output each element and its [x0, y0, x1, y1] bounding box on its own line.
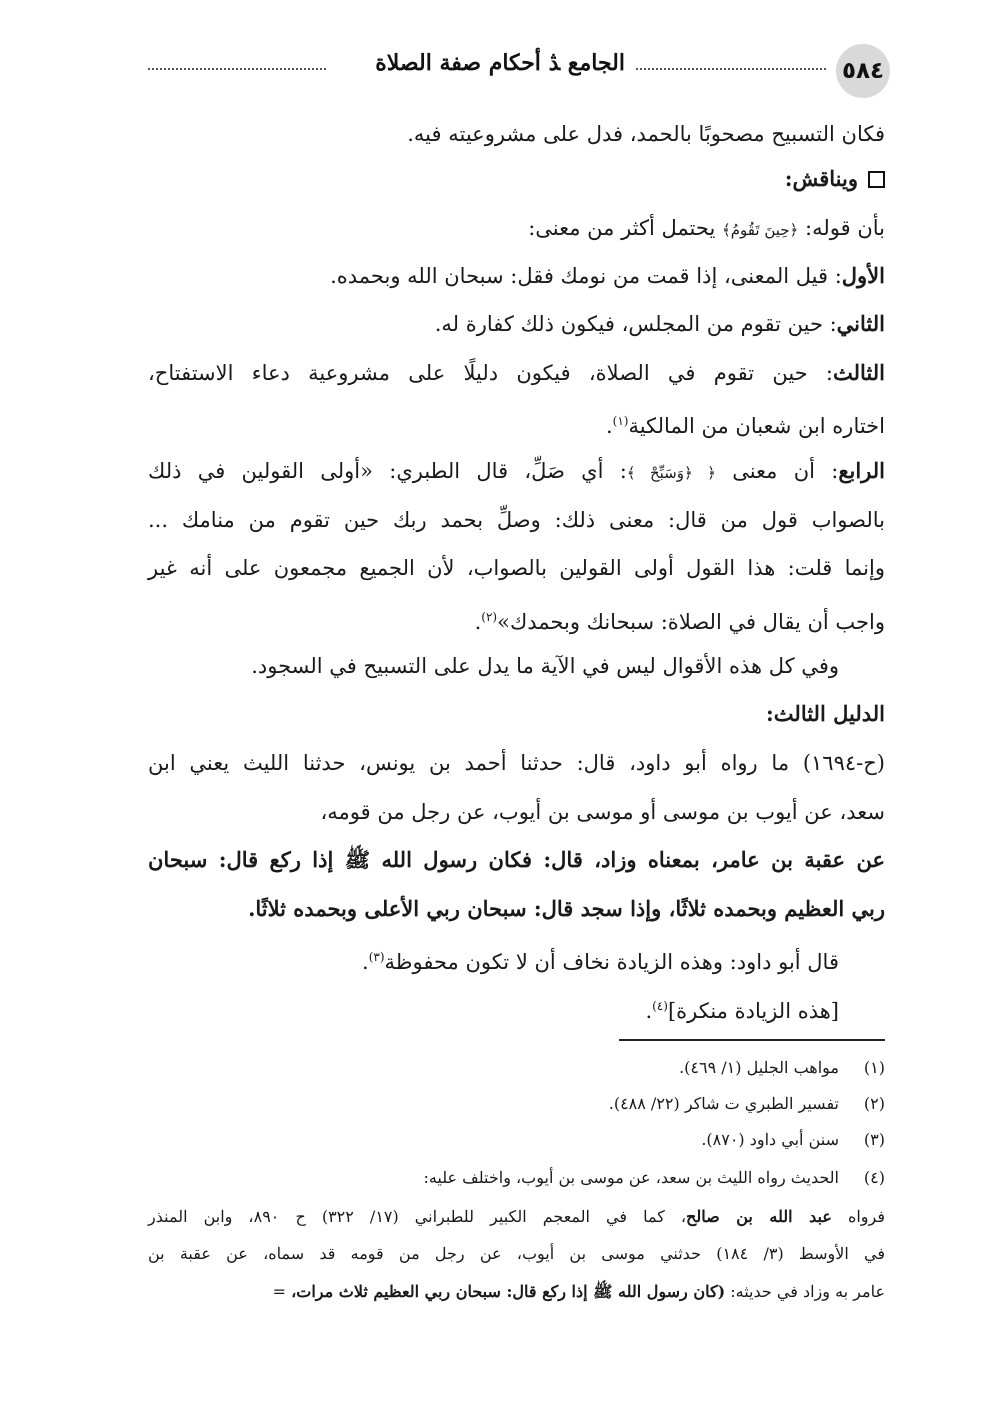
text-line: وإنما قلت: هذا القول أولى القولين بالصواب، لأن الجميع مجمعون على أنه غير [148, 556, 885, 580]
footnote-separator [619, 1039, 885, 1041]
footnote-1: (١)مواهب الجليل (١/ ٤٦٩). [679, 1058, 885, 1077]
text-line: بالصواب قول من قال: معنى ذلك: وصلِّ بحمد ربك حين تقوم من منامك ... [148, 508, 885, 532]
quran-quote: ﴿ ﴿وَسَبِّحْ ﴾ [626, 464, 716, 482]
section-heading: الدليل الثالث: [766, 701, 885, 726]
text-line: اختاره ابن شعبان من المالكية$^{(١)}$. [605, 414, 885, 438]
footnote-4-line: في الأوسط (٣/ ١٨٤) حدثني موسى بن أيوب، عن رجل من قومه قد سماه، عن عقبة بن [148, 1244, 885, 1263]
header-dotted-rule-right [636, 68, 826, 70]
footnote-ref: (٤) [652, 999, 668, 1013]
footnote-3: (٣)سنن أبي داود (٨٧٠). [701, 1130, 885, 1149]
running-title: الجامع ﮇ أحكام صفة الصلاة [375, 50, 625, 76]
page-header [148, 40, 890, 102]
text-line: واجب أن يقال في الصلاة: سبحانك وبحمدك»$^{(٢)}$. [474, 610, 885, 634]
text-line: الثالث: حين تقوم في الصلاة، فيكون دليلًا على مشروعية دعاء الاستفتاح، [148, 360, 885, 385]
section-heading: ويناقش: [785, 162, 885, 196]
footnote-ref: (٢) [481, 610, 498, 624]
footnote-4-line: فرواه عبد الله بن صالح، كما في المعجم الكبير للطبراني (١٧/ ٣٢٢) ح ٨٩٠، وابن المنذر [148, 1207, 886, 1226]
text-line: فكان التسبيح مصحوبًا بالحمد، فدل على مشروعيته فيه. [407, 122, 885, 146]
text-line: قال أبو داود: وهذه الزيادة نخاف أن لا تكون محفوظة$^{(٣)}$. [362, 950, 839, 974]
checkbox-square-icon [868, 171, 885, 188]
footnote-2: (٢)تفسير الطبري ت شاكر (٢٢/ ٤٨٨). [608, 1094, 885, 1113]
footnote-ref: (٣) [368, 950, 385, 964]
hadith-isnad-line: (ح-١٦٩٤) ما رواه أبو داود، قال: حدثنا أحمد بن يونس، حدثنا الليث يعني ابن [148, 751, 885, 775]
page-number: ٥٨٤ [836, 44, 890, 98]
footnote-4: (٤)الحديث رواه الليث بن سعد، عن موسى بن أيوب، واختلف عليه: [423, 1168, 885, 1187]
quran-quote: ﴿حِينَ تَقُومُ﴾ [721, 221, 799, 239]
verdict-line: [هذه الزيادة منكرة]$^{(٤)}$. [645, 999, 839, 1023]
hadith-matn-line: عن عقبة بن عامر، بمعناه وزاد، قال: فكان رسول الله ﷺ إذا ركع قال: سبحان [148, 847, 885, 872]
footnote-ref: (١) [612, 414, 629, 428]
hadith-matn-line: ربي العظيم وبحمده ثلاثًا، وإذا سجد قال: سبحان ربي الأعلى وبحمده ثلاثًا. [248, 896, 885, 921]
text-line: الرابع: أن معنى ﴿ ﴿وَسَبِّحْ ﴾: أي صَلِّ، قال الطبري: «أولى القولين في ذلك [148, 458, 885, 483]
text-line: بأن قوله: ﴿حِينَ تَقُومُ﴾ يحتمل أكثر من معنى: [528, 216, 885, 240]
footnote-4-line: عامر به وزاد في حديثه: (كان رسول الله ﷺ إذا ركع قال: سبحان ربي العظيم ثلاث مرات، = [272, 1282, 885, 1301]
hadith-isnad-line: سعد، عن أيوب بن موسى أو موسى بن أيوب، عن رجل من قومه، [320, 800, 885, 824]
header-dotted-rule-left [148, 68, 326, 70]
text-line: الثاني: حين تقوم من المجلس، فيكون ذلك كفارة له. [434, 311, 885, 336]
text-line: الأول: قيل المعنى، إذا قمت من نومك فقل: سبحان الله وبحمده. [330, 263, 885, 288]
text-line: وفي كل هذه الأقوال ليس في الآية ما يدل على التسبيح في السجود. [251, 654, 839, 678]
